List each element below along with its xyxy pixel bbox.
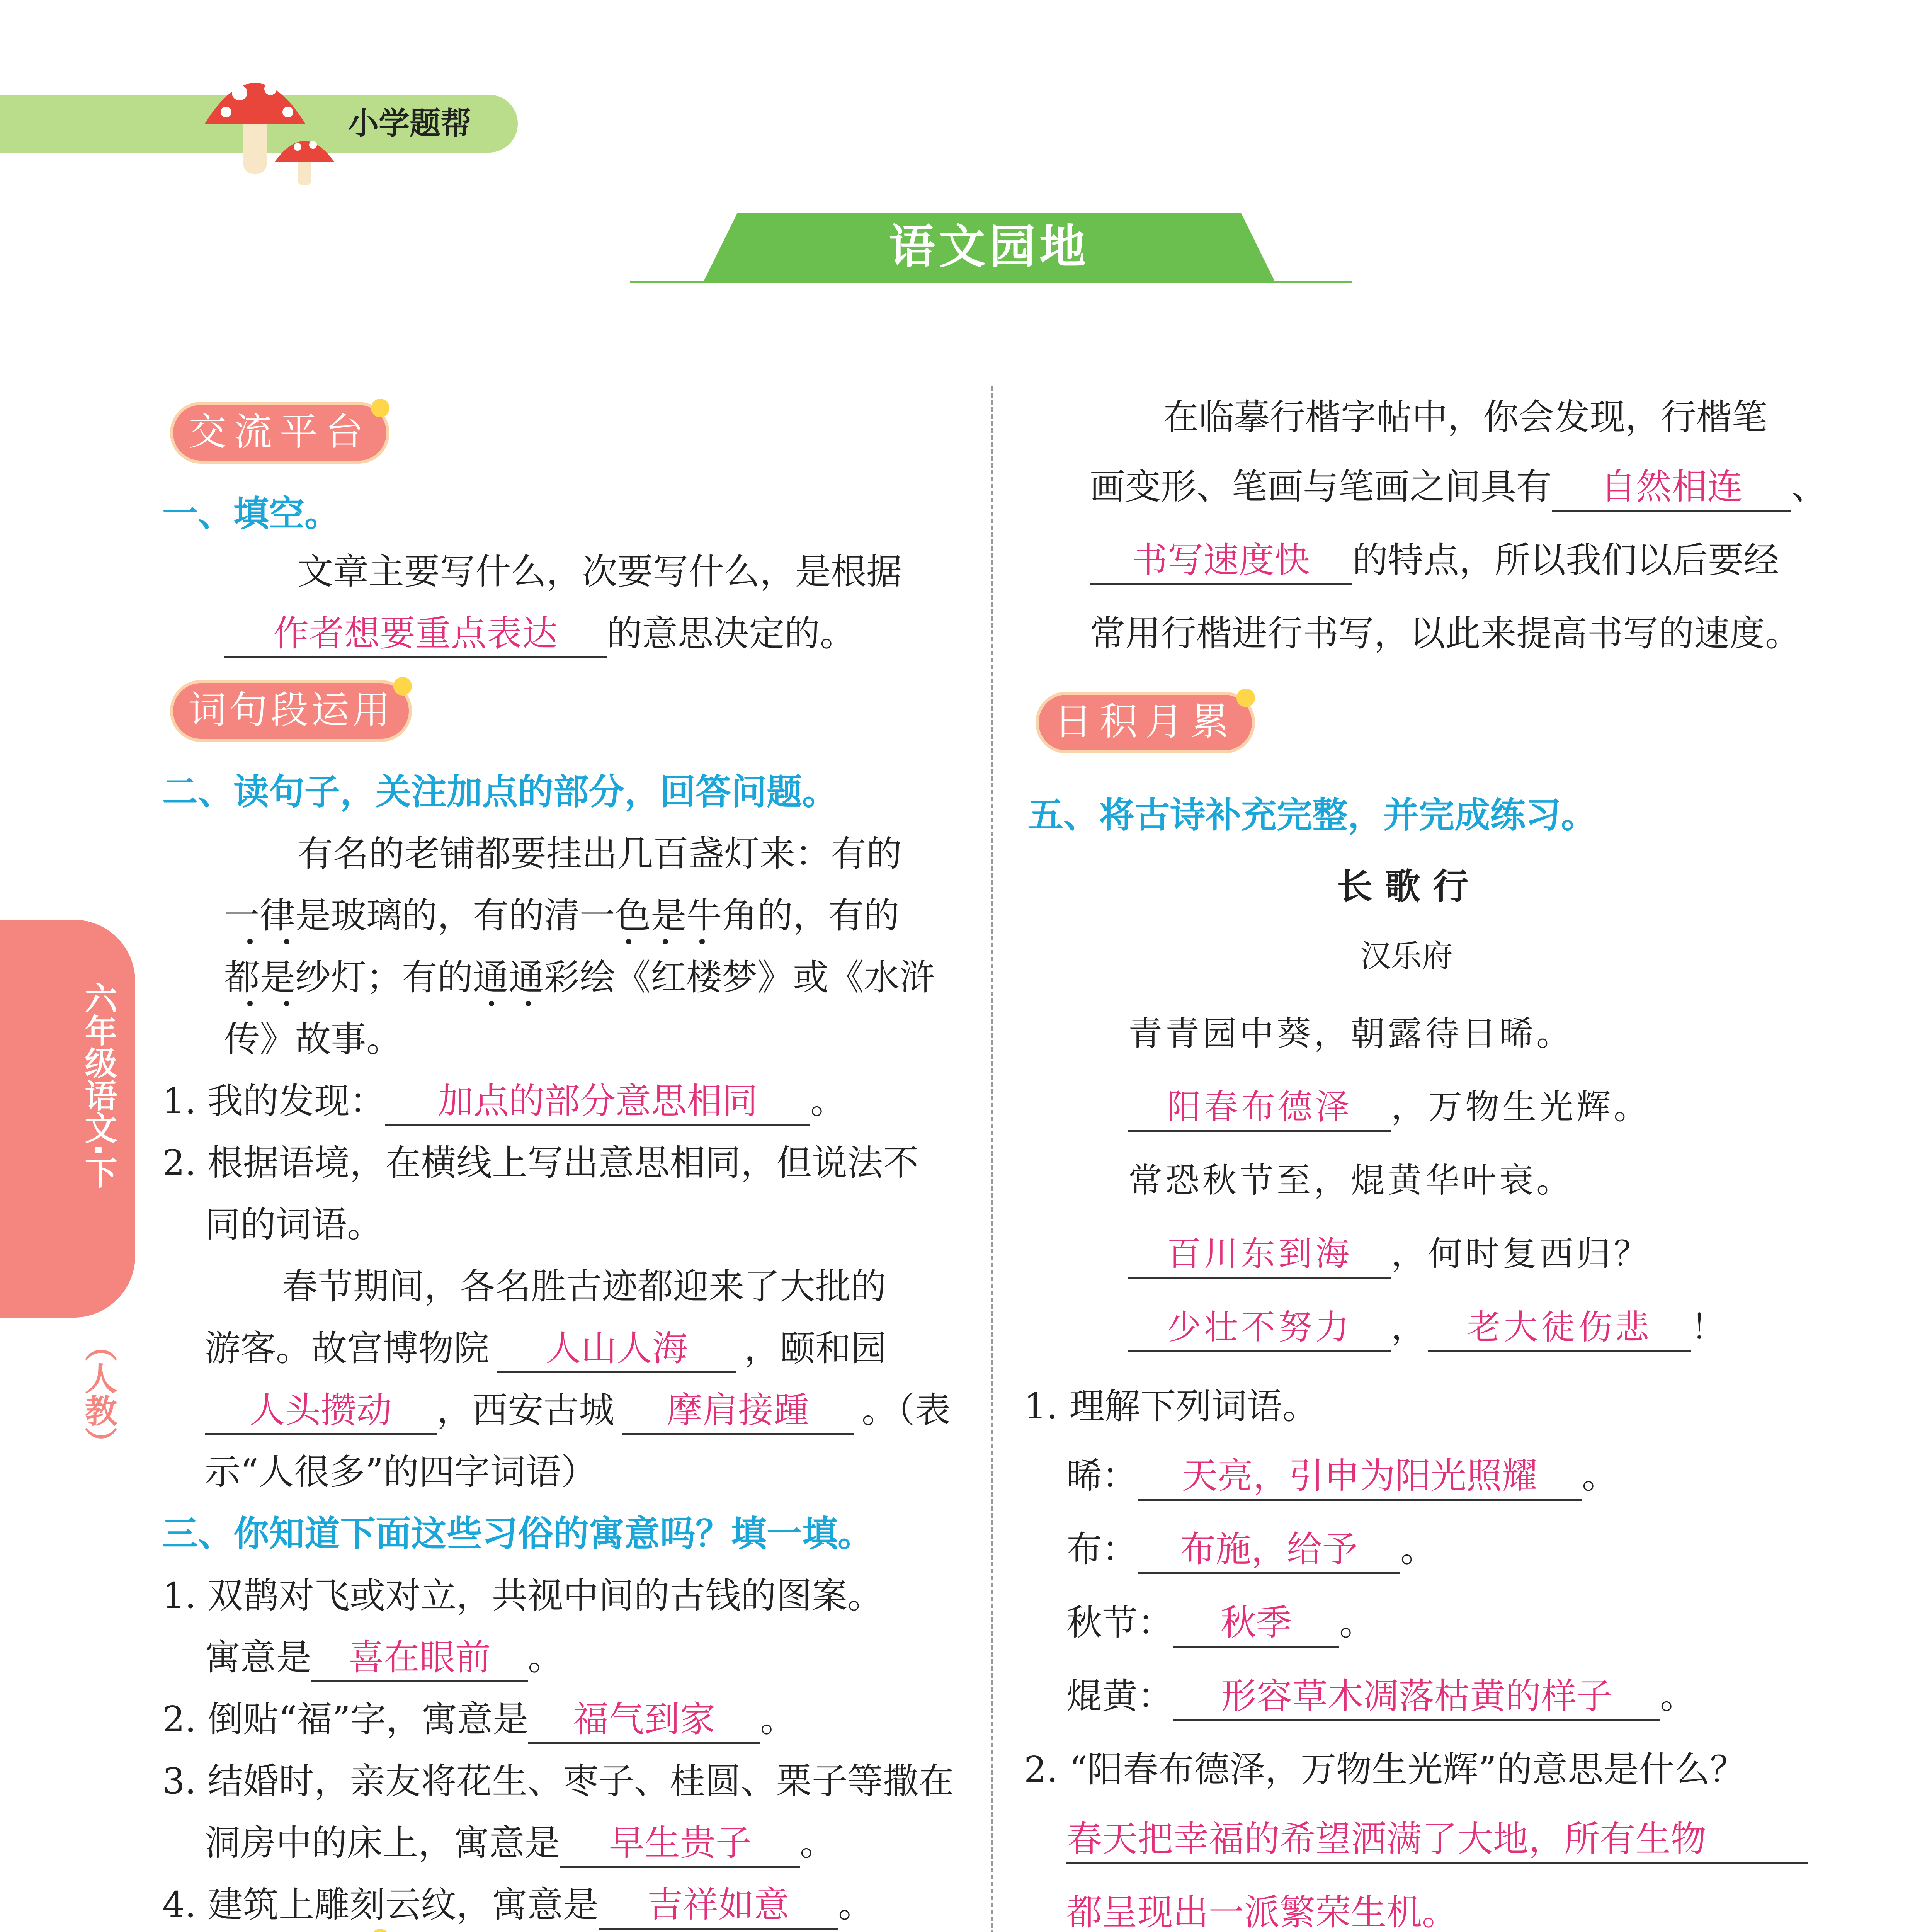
q2-passage-4: 传》故事。	[224, 1019, 402, 1060]
q2-2-passage-2	[205, 1318, 886, 1379]
emphasis-dot	[247, 1001, 253, 1006]
word-1-answer: 天亮，引申为阳光照耀	[1138, 1453, 1582, 1501]
q3-3b-line	[205, 1812, 835, 1874]
word-2-line	[1066, 1519, 1436, 1580]
q2-2-passage-4: 示“人很多”的四字词语）	[205, 1451, 597, 1493]
intro-answer-2: 书写速度快	[1090, 537, 1352, 585]
q3-3-answer: 早生贵子	[560, 1820, 800, 1868]
word-2-answer: 布施，给予	[1138, 1527, 1400, 1574]
q3-4a: 4. 建筑上雕刻云纹，寓意是	[162, 1884, 599, 1925]
q3-2a: 2. 倒贴“福”字，寓意是	[162, 1699, 529, 1740]
poem-exclaim: ！	[1691, 1307, 1728, 1347]
word-4-label: 焜黄：	[1066, 1675, 1173, 1717]
word-2-label: 布：	[1066, 1529, 1138, 1570]
q3-2-period: 。	[760, 1699, 796, 1740]
q2-2-text-1: 2. 根据语境，在横线上写出意思相同，但说法不	[162, 1142, 919, 1184]
side-tab-edition: （人教）	[80, 1329, 117, 1459]
word-2-period: 。	[1400, 1529, 1436, 1570]
q3-1-period: 。	[528, 1637, 564, 1678]
word-1-label: 晞：	[1066, 1455, 1138, 1497]
poem-line-1: 青青园中葵，朝露待日晞。	[1128, 1014, 1574, 1053]
page-title: 语文园地	[889, 220, 1090, 274]
brand-label: 小学题帮	[348, 105, 471, 141]
q2-1-period: 。	[810, 1080, 846, 1122]
emphasis-dot	[526, 1001, 531, 1006]
q2-passage-3: 都是纱灯；有的通通彩绘《红楼梦》或《水浒	[224, 957, 935, 998]
poem-comma: ，	[1391, 1307, 1429, 1347]
intro-3	[1090, 529, 1779, 591]
q3-1-answer: 喜在眼前	[311, 1635, 528, 1682]
q2-2-answer-3: 摩肩接踵	[622, 1388, 854, 1435]
q2-2-text-2: 同的词语。	[205, 1204, 383, 1245]
q5-2-answer-1: 春天把幸福的希望洒满了大地，所有生物	[1066, 1816, 1808, 1864]
mushroom-icon	[197, 58, 344, 185]
side-tab-grade: 六年级语文·下	[80, 981, 117, 1189]
section-label-sentence: 词句段运用	[170, 680, 412, 742]
poem-line-2	[1128, 1082, 1651, 1132]
q3-1a: 1. 双鹊对飞或对立，共视中间的古钱的图案。	[162, 1575, 883, 1616]
word-1-line	[1066, 1445, 1617, 1507]
q2-1-answer: 加点的部分意思相同	[385, 1078, 810, 1126]
q2-passage-1: 有名的老铺都要挂出几百盏灯来：有的	[298, 833, 902, 874]
q1-line2	[224, 603, 855, 665]
q2-1-line	[162, 1070, 846, 1132]
q2-2-passage-1: 春节期间，各名胜古迹都迎来了大批的	[282, 1266, 887, 1307]
q3-4-answer: 吉祥如意	[599, 1882, 838, 1930]
q3-4-line	[162, 1874, 874, 1932]
poem-answer-2: 百川东到海	[1128, 1231, 1391, 1279]
intro-2	[1090, 456, 1827, 518]
q2-2-answer-2: 人头攒动	[205, 1388, 437, 1435]
word-4-period: 。	[1660, 1675, 1696, 1717]
q1-title: 一、填空。	[162, 493, 340, 534]
intro-answer-1: 自然相连	[1552, 464, 1791, 512]
q3-2-line	[162, 1689, 796, 1750]
intro-4: 常用行楷进行书写，以此来提高书写的速度。	[1090, 613, 1801, 654]
poem-answer-4: 老大徒伤悲	[1428, 1304, 1691, 1352]
emphasis-dot	[247, 939, 253, 944]
q2-passage-2: 一律是玻璃的，有的清一色是牛角的，有的	[224, 895, 900, 936]
section-label-exchange: 交流平台	[170, 402, 389, 464]
q5-title: 五、将古诗补充完整，并完成练习。	[1028, 794, 1597, 836]
word-3-line	[1066, 1592, 1375, 1654]
column-divider	[991, 386, 993, 1932]
intro-1: 在临摹行楷字帖中，你会发现，行楷笔	[1163, 396, 1768, 438]
q3-4-period: 。	[838, 1884, 874, 1925]
emphasis-dot	[284, 939, 289, 944]
q1-answer: 作者想要重点表达	[224, 611, 607, 658]
emphasis-dot	[284, 1001, 289, 1006]
poem-line-5	[1128, 1302, 1728, 1352]
q2-1-prefix: 1. 我的发现：	[162, 1080, 386, 1122]
poem-line-3: 常恐秋节至，焜黄华叶衰。	[1128, 1160, 1574, 1200]
intro-2b: 、	[1791, 466, 1827, 507]
q3-3-period: 。	[800, 1822, 836, 1864]
q5-1: 1. 理解下列词语。	[1024, 1386, 1318, 1427]
q2-2-answer-1: 人山人海	[497, 1326, 736, 1373]
poem-title: 长 歌 行	[1337, 866, 1469, 907]
word-4-line	[1066, 1665, 1696, 1727]
word-3-label: 秋节：	[1066, 1602, 1173, 1643]
q3-3a: 3. 结婚时，亲友将花生、枣子、桂圆、栗子等撒在	[162, 1760, 954, 1802]
q3-title: 三、你知道下面这些习俗的寓意吗？填一填。	[162, 1513, 874, 1554]
q2-2-passage-3	[205, 1379, 951, 1441]
q3-1b-line	[205, 1627, 563, 1689]
q3-3b: 洞房中的床上，寓意是	[205, 1822, 561, 1864]
poem-line-4b: ，何时复西归？	[1391, 1234, 1651, 1274]
q2-2-p2a: 游客。故宫博物院	[205, 1328, 490, 1369]
emphasis-dot	[663, 939, 668, 944]
q5-2: 2. “阳春布德泽，万物生光辉”的意思是什么？	[1024, 1749, 1746, 1790]
word-4-answer: 形容草木凋落枯黄的样子	[1173, 1673, 1660, 1721]
emphasis-dot	[699, 939, 705, 944]
q1-text: 文章主要写什么，次要写什么，是根据	[298, 551, 902, 592]
q2-2-p3b: ，西安古城	[437, 1389, 615, 1431]
emphasis-dot	[626, 939, 631, 944]
intro-2a: 画变形、笔画与笔画之间具有	[1090, 466, 1552, 507]
poem-line-4	[1128, 1229, 1651, 1279]
q5-2-answer-line-2	[1066, 1882, 1530, 1932]
section-label-daily: 日积月累	[1036, 692, 1255, 753]
q3-2-answer: 福气到家	[528, 1697, 760, 1744]
word-1-period: 。	[1582, 1455, 1618, 1497]
q3-1b: 寓意是	[205, 1637, 312, 1678]
poem-answer-3: 少壮不努力	[1128, 1304, 1391, 1352]
poem-author: 汉乐府	[1360, 938, 1453, 974]
emphasis-dot	[489, 1001, 494, 1006]
q2-title: 二、读句子，关注加点的部分，回答问题。	[162, 771, 838, 813]
q5-2-answer-2: 都呈现出一派繁荣生机。	[1066, 1890, 1530, 1932]
q2-2-p2b: ，颐和园	[744, 1328, 887, 1369]
word-3-answer: 秋季	[1173, 1600, 1339, 1648]
poem-line-2b: ，万物生光辉。	[1391, 1087, 1651, 1127]
q2-2-p3c: 。（表	[862, 1389, 951, 1431]
word-3-period: 。	[1339, 1602, 1375, 1643]
q1-tail: 的意思决定的。	[607, 613, 856, 654]
q5-2-answer-line-1	[1066, 1808, 1808, 1870]
poem-answer-1: 阳春布德泽	[1128, 1084, 1391, 1132]
intro-3b: 的特点，所以我们以后要经	[1352, 539, 1779, 581]
